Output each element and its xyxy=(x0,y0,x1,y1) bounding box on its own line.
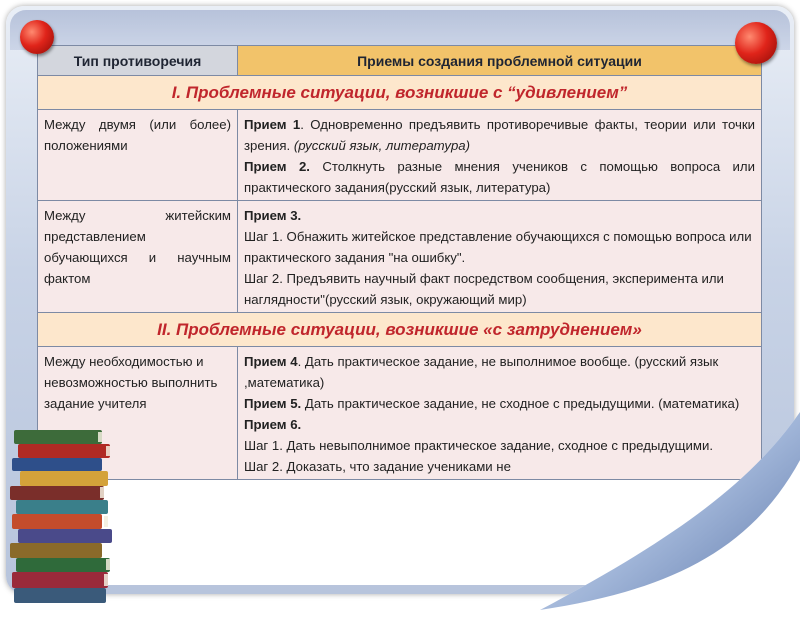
method-3-step-2: Шаг 2. Предъявить научный факт посредством сообщения, эксперимента или наглядности"(русский язык, окружающий мир) xyxy=(244,271,724,307)
method-5-label: Прием 5. xyxy=(244,396,302,411)
section-title-difficulty: II. Проблемные ситуации, возникшие «с затруднением» xyxy=(38,313,762,347)
row3-type: Между необходимостью и невозможностью выполнить задание учителя xyxy=(44,354,218,411)
section-row-difficulty xyxy=(38,313,762,347)
row2-type-cell xyxy=(38,201,238,313)
method-4-label: Прием 4 xyxy=(244,354,298,369)
book-icon xyxy=(10,430,112,603)
pushpin-left-icon xyxy=(20,20,54,54)
row2-methods-cell xyxy=(238,201,762,313)
method-6-step-1: Шаг 1. Дать невыполнимое практическое задание, сходное с предыдущими. xyxy=(244,438,713,453)
method-4-text: . Дать практическое задание, не выполнимое вообще. (русский язык ,математика) xyxy=(244,354,719,390)
method-2 xyxy=(244,156,755,198)
table-header-row xyxy=(38,46,762,76)
method-1-subjects: (русский язык, литература) xyxy=(293,138,471,153)
method-1 xyxy=(244,114,755,156)
row2-type: Между житейским представлением обучающихся и научным фактом xyxy=(44,208,231,286)
header-contradiction-type: Тип противоречия xyxy=(38,46,238,76)
method-3-label: Прием 3. xyxy=(244,208,302,223)
method-5-text: Дать практическое задание, не сходное с предыдущими. (математика) xyxy=(301,396,740,411)
method-1-text: . Одновременно предъявить противоречивые факты, теории или точки зрения. xyxy=(244,117,756,153)
table-row xyxy=(38,110,762,201)
page-curl-decoration xyxy=(520,380,800,620)
method-1-label: Прием 1 xyxy=(244,117,301,132)
row1-type: Между двумя (или более) положениями xyxy=(44,117,231,153)
pushpin-right-icon xyxy=(735,22,777,64)
method-2-text: Столкнуть разные мнения учеников с помощью вопроса или практического задания(русский язык, литература) xyxy=(244,159,755,195)
method-3-step-1: Шаг 1. Обнажить житейское представление обучающихся с помощью вопроса или практического задания "на ошибку". xyxy=(244,229,752,265)
section-title-surprise: I. Проблемные ситуации, возникшие с “удивлением” xyxy=(38,76,762,110)
table-row xyxy=(38,201,762,313)
slide-header-band xyxy=(10,10,790,50)
method-6-step-2: Шаг 2. Доказать, что задание учениками не xyxy=(244,459,511,474)
row1-methods-cell xyxy=(238,110,762,201)
method-6-label: Прием 6. xyxy=(244,417,302,432)
header-methods: Приемы создания проблемной ситуации xyxy=(238,46,762,76)
row1-type-cell xyxy=(38,110,238,201)
book-stack-image xyxy=(8,420,118,605)
method-2-label: Прием 2. xyxy=(244,159,310,174)
section-row-surprise xyxy=(38,76,762,110)
